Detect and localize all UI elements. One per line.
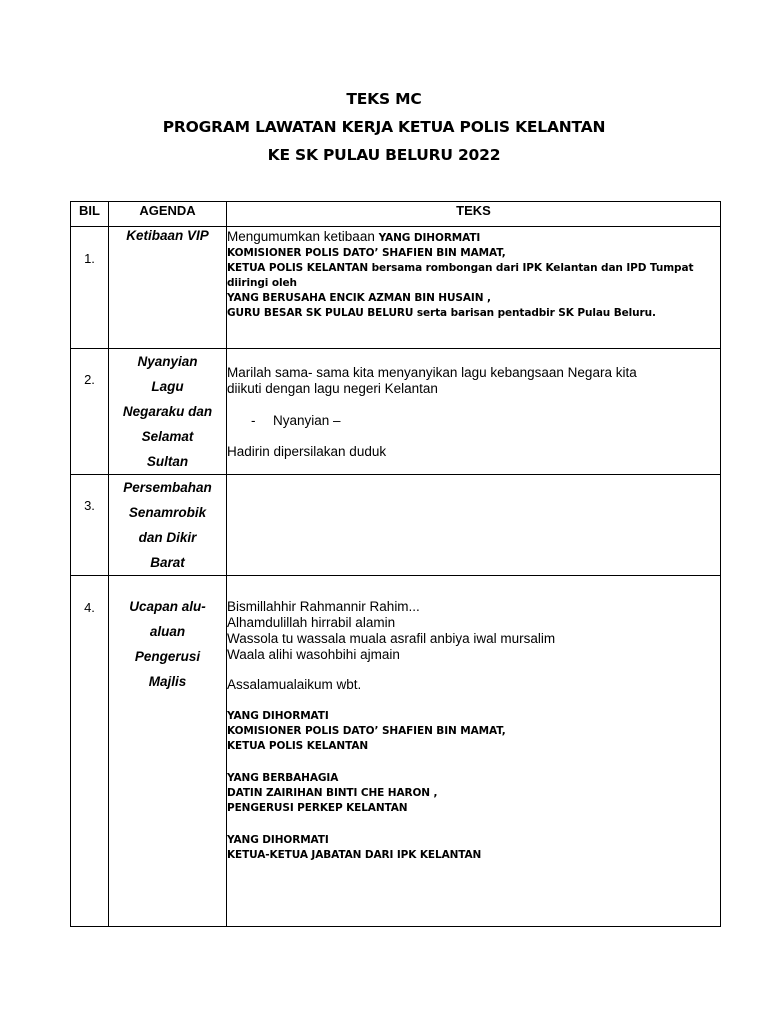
teks-line: Hadirin dipersilakan duduk [227,444,387,459]
row-agenda-cell [109,475,227,576]
agenda-label: aluan [149,624,186,639]
agenda-label: Sultan [146,454,189,469]
agenda-label: Barat [150,555,185,570]
row-teks-cell [227,349,721,475]
row-teks-cell [227,576,721,927]
row-bil-cell [71,349,109,475]
row-bil-cell [71,576,109,927]
row-number: 1. [84,251,95,266]
agenda-label: dan Dikir [138,530,197,545]
salutation-group [227,709,720,754]
teks-line: diikuti dengan lagu negeri Kelantan [227,381,438,396]
teks-line: KETUA POLIS KELANTAN bersama rombongan dari IPK Kelantan dan IPD Tumpat [227,262,694,274]
row-bil-cell [71,475,109,576]
salutation-line: DATIN ZAIRIHAN BINTI CHE HARON , [227,787,438,799]
title-line-1: TEKS MC [346,90,422,108]
teks-line: YANG BERUSAHA ENCIK AZMAN BIN HUSAIN , [227,292,491,304]
header-agenda: AGENDA [109,202,227,227]
sung-item-text: Nyanyian – [273,413,341,428]
row-agenda-cell [109,227,227,349]
table-header-row [71,202,721,227]
salutation-group [227,771,720,816]
teks-line: GURU BESAR SK PULAU BELURU serta barisan pentadbir SK Pulau Beluru. [227,307,656,319]
salutation-line: KETUA-KETUA JABATAN DARI IPK KELANTAN [227,849,482,861]
intro-bold: YANG DIHORMATI [378,232,481,244]
teks-line: diiringi oleh [227,277,297,289]
agenda-label: Senamrobik [128,505,207,520]
agenda-label: Lagu [151,379,184,394]
opening-line: Wassola tu wassala muala asrafil anbiya iwal mursalim [227,631,556,646]
opening-line: Waala alihi wasohbihi ajmain [227,647,400,662]
title-line-3: KE SK PULAU BELURU 2022 [267,146,501,164]
salutation-line: YANG DIHORMATI [227,834,329,846]
row-teks-cell [227,227,721,349]
greeting: Assalamualaikum wbt. [227,677,362,692]
dash-bullet: - [251,413,256,428]
agenda-label: Selamat [141,429,194,444]
agenda-label: Negaraku dan [122,404,213,419]
intro-plain: Mengumumkan ketibaan [227,229,379,244]
agenda-table [70,201,721,927]
teks-line: KOMISIONER POLIS DATO’ SHAFIEN BIN MAMAT, [227,247,506,259]
salutation-line: KETUA POLIS KELANTAN [227,740,369,752]
row-number: 4. [84,600,95,615]
salutation-group [227,833,720,863]
salutation-line: KOMISIONER POLIS DATO’ SHAFIEN BIN MAMAT, [227,725,506,737]
agenda-label: Persembahan [123,480,212,495]
header-bil: BIL [71,202,109,227]
sung-item [227,413,720,428]
salutation-line: YANG DIHORMATI [227,710,329,722]
title-line-2: PROGRAM LAWATAN KERJA KETUA POLIS KELANTAN [162,118,606,136]
agenda-label: Ketibaan VIP [126,228,209,243]
row-bil-cell [71,227,109,349]
teks-line: Marilah sama- sama kita menyanyikan lagu kebangsaan Negara kita [227,365,637,380]
header-teks: TEKS [227,202,721,227]
agenda-label: Pengerusi [134,649,201,664]
salutation-line: PENGERUSI PERKEP KELANTAN [227,802,408,814]
table-row [71,227,721,349]
opening-line: Bismillahhir Rahmannir Rahim... [227,599,420,614]
table-row [71,475,721,576]
agenda-label: Majlis [148,674,187,689]
agenda-label: Nyanyian [137,354,198,369]
row-teks-cell [227,475,721,576]
table-row [71,576,721,927]
row-number: 2. [84,372,95,387]
row-number: 3. [84,498,95,513]
salutation-line: YANG BERBAHAGIA [227,772,339,784]
table-row [71,349,721,475]
opening-line: Alhamdulillah hirrabil alamin [227,615,396,630]
row-agenda-cell [109,349,227,475]
row-agenda-cell [109,576,227,927]
agenda-label: Ucapan alu- [129,599,206,614]
